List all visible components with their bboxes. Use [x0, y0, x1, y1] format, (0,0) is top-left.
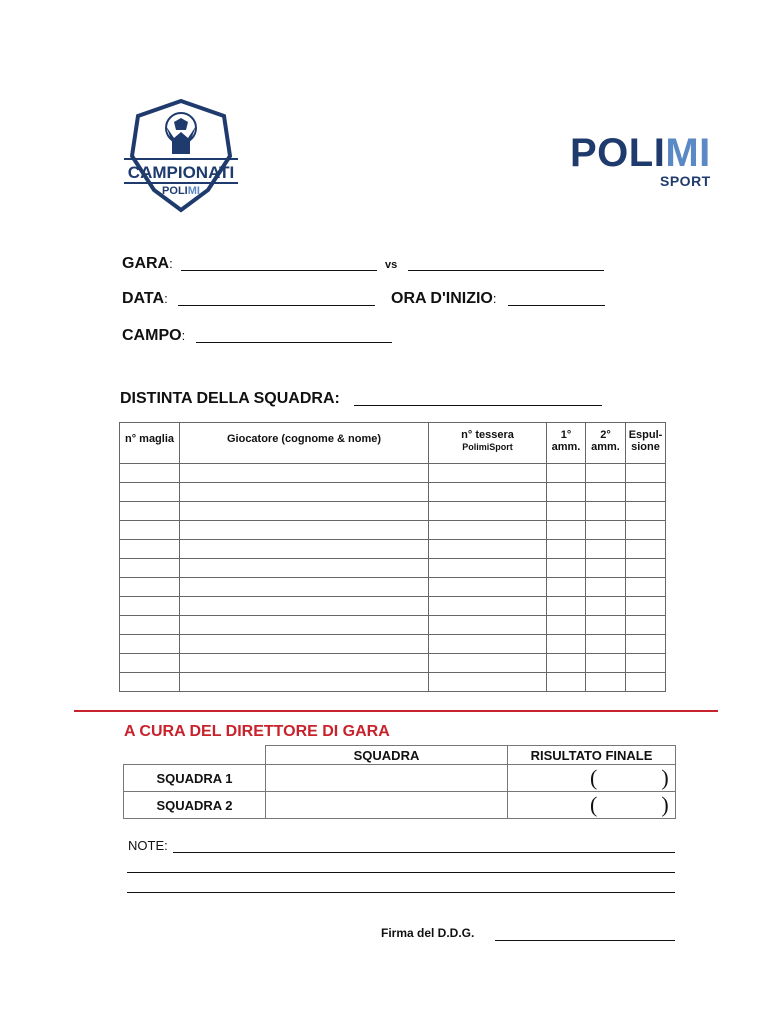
- roster-row: [120, 635, 666, 654]
- roster-cell-giocatore[interactable]: [180, 578, 429, 597]
- gara-team2-field[interactable]: [408, 270, 604, 271]
- roster-row: [120, 654, 666, 673]
- roster-row: [120, 673, 666, 692]
- roster-row: [120, 597, 666, 616]
- roster-cell-maglia[interactable]: [120, 502, 180, 521]
- gara-label: GARA:: [122, 255, 173, 272]
- roster-cell-giocatore[interactable]: [180, 464, 429, 483]
- roster-cell-maglia[interactable]: [120, 464, 180, 483]
- roster-cell-amm1[interactable]: [547, 616, 586, 635]
- roster-cell-tessera[interactable]: [429, 597, 547, 616]
- result-row-squadra-1: [124, 765, 676, 792]
- roster-cell-amm1[interactable]: [547, 597, 586, 616]
- roster-row: [120, 616, 666, 635]
- campo-field[interactable]: [196, 342, 392, 343]
- result-header-empty: [124, 746, 266, 765]
- roster-cell-amm2[interactable]: [586, 635, 626, 654]
- roster-cell-giocatore[interactable]: [180, 673, 429, 692]
- result-squadra-2-score[interactable]: ( ): [508, 792, 676, 819]
- roster-cell-espulsione[interactable]: [626, 597, 666, 616]
- roster-cell-tessera[interactable]: [429, 502, 547, 521]
- note-line-3[interactable]: [127, 892, 675, 893]
- roster-cell-tessera[interactable]: [429, 464, 547, 483]
- roster-cell-amm1[interactable]: [547, 654, 586, 673]
- roster-cell-amm2[interactable]: [586, 483, 626, 502]
- roster-cell-maglia[interactable]: [120, 673, 180, 692]
- roster-row: [120, 521, 666, 540]
- ora-inizio-field[interactable]: [508, 305, 605, 306]
- polimi-wordmark: POLIMI: [570, 131, 711, 175]
- roster-cell-maglia[interactable]: [120, 597, 180, 616]
- roster-cell-amm1[interactable]: [547, 464, 586, 483]
- result-header-row: [124, 746, 676, 765]
- roster-table: [119, 422, 666, 692]
- roster-cell-espulsione[interactable]: [626, 483, 666, 502]
- result-header-risultato: RISULTATO FINALE: [508, 746, 676, 765]
- roster-cell-tessera[interactable]: [429, 521, 547, 540]
- result-header-squadra: SQUADRA: [266, 746, 508, 765]
- header-2-amm: 2° amm.: [586, 423, 626, 464]
- roster-cell-tessera[interactable]: [429, 578, 547, 597]
- roster-cell-maglia[interactable]: [120, 540, 180, 559]
- header-maglia: n° maglia: [120, 423, 180, 464]
- note-line-2[interactable]: [127, 872, 675, 873]
- referee-section-title: A CURA DEL DIRETTORE DI GARA: [124, 723, 390, 740]
- roster-cell-maglia[interactable]: [120, 521, 180, 540]
- sport-wordmark: SPORT: [660, 173, 711, 189]
- result-row-label: SQUADRA 2: [124, 792, 266, 819]
- header-1-amm: 1° amm.: [547, 423, 586, 464]
- roster-cell-espulsione[interactable]: [626, 673, 666, 692]
- roster-cell-maglia[interactable]: [120, 635, 180, 654]
- roster-cell-giocatore[interactable]: [180, 540, 429, 559]
- roster-cell-amm2[interactable]: [586, 540, 626, 559]
- note-line-1[interactable]: [173, 852, 675, 853]
- roster-cell-amm2[interactable]: [586, 502, 626, 521]
- roster-cell-giocatore[interactable]: [180, 654, 429, 673]
- roster-cell-espulsione[interactable]: [626, 559, 666, 578]
- roster-cell-amm1[interactable]: [547, 502, 586, 521]
- campionati-polimi-logo: [118, 98, 244, 216]
- roster-cell-amm2[interactable]: [586, 578, 626, 597]
- note-label: NOTE:: [128, 838, 168, 853]
- roster-cell-giocatore[interactable]: [180, 521, 429, 540]
- roster-cell-amm2[interactable]: [586, 464, 626, 483]
- roster-cell-amm2[interactable]: [586, 654, 626, 673]
- roster-cell-tessera[interactable]: [429, 540, 547, 559]
- roster-cell-amm1[interactable]: [547, 673, 586, 692]
- header-espulsione: Espul- sione: [626, 423, 666, 464]
- vs-label: vs: [385, 259, 398, 271]
- polimi-sport-logo: [570, 133, 710, 193]
- firma-label: Firma del D.D.G.: [381, 926, 475, 940]
- roster-cell-amm1[interactable]: [547, 578, 586, 597]
- roster-cell-espulsione[interactable]: [626, 635, 666, 654]
- roster-header-row: [120, 423, 666, 464]
- roster-cell-amm2[interactable]: [586, 521, 626, 540]
- roster-cell-amm2[interactable]: [586, 673, 626, 692]
- roster-cell-amm2[interactable]: [586, 597, 626, 616]
- roster-cell-maglia[interactable]: [120, 578, 180, 597]
- ora-inizio-label: ORA D'INIZIO:: [391, 290, 497, 307]
- roster-row: [120, 578, 666, 597]
- roster-cell-tessera[interactable]: [429, 673, 547, 692]
- roster-row: [120, 464, 666, 483]
- roster-cell-espulsione[interactable]: [626, 654, 666, 673]
- roster-cell-amm1[interactable]: [547, 635, 586, 654]
- roster-cell-maglia[interactable]: [120, 654, 180, 673]
- firma-field[interactable]: [495, 940, 675, 941]
- distinta-squadra-field[interactable]: [354, 405, 602, 406]
- roster-cell-amm1[interactable]: [547, 521, 586, 540]
- roster-cell-espulsione[interactable]: [626, 464, 666, 483]
- roster-cell-amm1[interactable]: [547, 483, 586, 502]
- result-row-squadra-2: [124, 792, 676, 819]
- roster-cell-espulsione[interactable]: [626, 540, 666, 559]
- roster-cell-amm1[interactable]: [547, 559, 586, 578]
- result-squadra-1-field[interactable]: [266, 765, 508, 792]
- roster-cell-giocatore[interactable]: [180, 502, 429, 521]
- result-row-label: SQUADRA 1: [124, 765, 266, 792]
- roster-cell-maglia[interactable]: [120, 483, 180, 502]
- data-label: DATA:: [122, 290, 168, 307]
- result-squadra-2-field[interactable]: [266, 792, 508, 819]
- roster-cell-tessera[interactable]: [429, 635, 547, 654]
- logo-text-polimi: POLIMI: [162, 185, 200, 197]
- logo-text-campionati: CAMPIONATI: [127, 163, 235, 182]
- roster-cell-amm2[interactable]: [586, 559, 626, 578]
- result-squadra-1-score[interactable]: ( ): [508, 765, 676, 792]
- roster-cell-espulsione[interactable]: [626, 502, 666, 521]
- data-field[interactable]: [178, 305, 375, 306]
- roster-row: [120, 483, 666, 502]
- roster-cell-tessera[interactable]: [429, 654, 547, 673]
- roster-cell-giocatore[interactable]: [180, 597, 429, 616]
- roster-cell-maglia[interactable]: [120, 616, 180, 635]
- roster-row: [120, 502, 666, 521]
- roster-row: [120, 540, 666, 559]
- roster-cell-amm2[interactable]: [586, 616, 626, 635]
- roster-cell-espulsione[interactable]: [626, 578, 666, 597]
- distinta-label: DISTINTA DELLA SQUADRA:: [120, 390, 340, 407]
- section-divider: [74, 710, 718, 712]
- roster-cell-tessera[interactable]: [429, 616, 547, 635]
- roster-cell-espulsione[interactable]: [626, 616, 666, 635]
- roster-cell-tessera[interactable]: [429, 559, 547, 578]
- header-giocatore: Giocatore (cognome & nome): [180, 423, 429, 464]
- roster-cell-amm1[interactable]: [547, 540, 586, 559]
- gara-team1-field[interactable]: [181, 270, 377, 271]
- header-tessera: n° tessera PolimiSport: [429, 423, 547, 464]
- roster-row: [120, 559, 666, 578]
- roster-cell-maglia[interactable]: [120, 559, 180, 578]
- campo-label: CAMPO:: [122, 327, 186, 344]
- roster-cell-tessera[interactable]: [429, 483, 547, 502]
- roster-cell-espulsione[interactable]: [626, 521, 666, 540]
- result-table: [123, 745, 676, 819]
- roster-cell-giocatore[interactable]: [180, 559, 429, 578]
- roster-cell-giocatore[interactable]: [180, 616, 429, 635]
- roster-cell-giocatore[interactable]: [180, 483, 429, 502]
- roster-cell-giocatore[interactable]: [180, 635, 429, 654]
